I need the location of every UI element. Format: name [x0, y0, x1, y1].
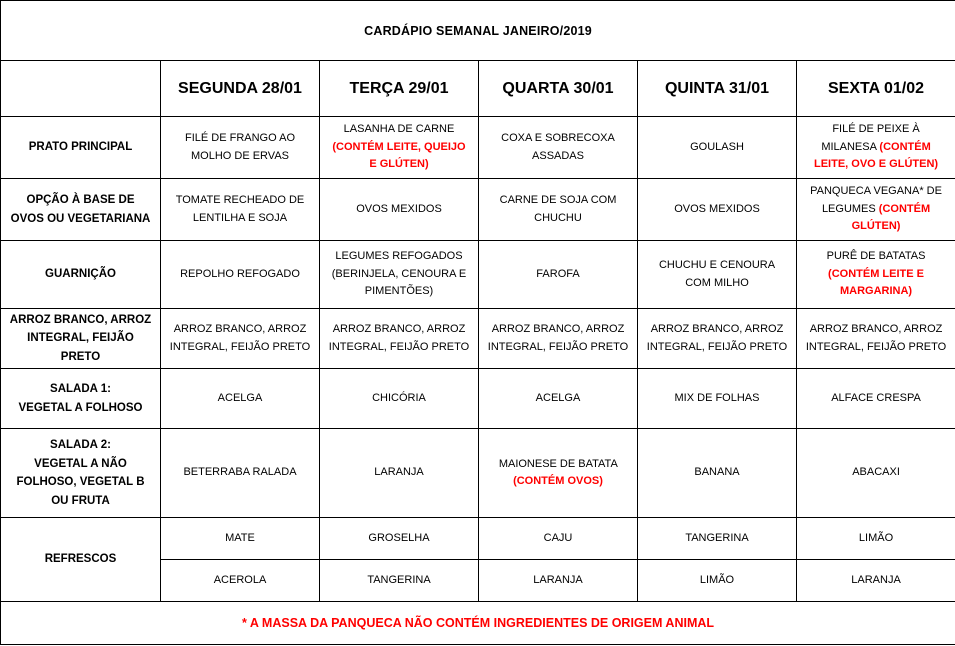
menu-cell — [320, 369, 479, 429]
menu-cell — [479, 241, 638, 309]
row-label: REFRESCOS — [1, 518, 161, 602]
menu-cell — [797, 117, 955, 179]
menu-cell — [638, 117, 797, 179]
menu-cell: GROSELHA — [320, 518, 479, 560]
header-row — [1, 61, 955, 117]
menu-cell — [320, 429, 479, 518]
dish-name: LARANJA — [374, 466, 424, 479]
dish-name: BETERRABA RALADA — [183, 466, 297, 479]
menu-cell: TANGERINA — [320, 560, 479, 602]
dish-name: CHICÓRIA — [372, 391, 426, 404]
menu-cell — [161, 429, 320, 518]
row-label — [1, 309, 161, 369]
row-label-line1: GUARNIÇÃO — [45, 268, 116, 281]
menu-cell — [161, 241, 320, 309]
menu-cell: ACEROLA — [161, 560, 320, 602]
dish-name: GOULASH — [690, 140, 744, 153]
allergen-warning: (CONTÉM LEITE, QUEIJO E GLÚTEN) — [332, 140, 466, 171]
menu-cell: CAJU — [479, 518, 638, 560]
dish-name: COXA E SOBRECOXA ASSADAS — [501, 131, 615, 162]
table-row-salada-1 — [1, 369, 955, 429]
dish-name: ARROZ BRANCO, ARROZ INTEGRAL, FEIJÃO PRETO — [805, 322, 947, 353]
table-row-prato-principal — [1, 117, 955, 179]
title-row — [1, 1, 955, 61]
col-header-quinta: QUINTA 31/01 — [638, 61, 797, 117]
footnote-row — [1, 602, 955, 645]
menu-cell: TANGERINA — [638, 518, 797, 560]
dish-name: CHUCHU E CENOURA COM MILHO — [658, 258, 776, 289]
menu-cell — [479, 117, 638, 179]
row-label-line1: SALADA 2: — [50, 439, 111, 452]
allergen-warning: (CONTÉM OVOS) — [513, 475, 603, 488]
menu-cell — [479, 429, 638, 518]
dish-name: OVOS MEXIDOS — [674, 202, 760, 215]
menu-cell — [161, 309, 320, 369]
col-header-quarta: QUARTA 30/01 — [479, 61, 638, 117]
menu-cell — [479, 369, 638, 429]
menu-cell — [797, 309, 955, 369]
menu-cell — [479, 179, 638, 241]
table-row-refrescos-1 — [1, 518, 955, 560]
corner-cell — [1, 61, 161, 117]
menu-cell — [797, 241, 955, 309]
row-label-line1: PRATO PRINCIPAL — [28, 141, 133, 154]
footnote: * A MASSA DA PANQUECA NÃO CONTÉM INGREDIENTES DE ORIGEM ANIMAL — [1, 602, 955, 645]
dish-name: LEGUMES REFOGADOS (BERINJELA, CENOURA E PIMENTÕES) — [331, 250, 467, 298]
row-label — [1, 179, 161, 241]
menu-cell: LARANJA — [479, 560, 638, 602]
menu-cell — [320, 241, 479, 309]
menu-cell — [797, 429, 955, 518]
dish-name: BANANA — [694, 466, 740, 479]
menu-cell — [638, 179, 797, 241]
dish-name: ACELGA — [217, 391, 263, 404]
menu-cell — [638, 309, 797, 369]
menu-cell — [161, 179, 320, 241]
dish-name: LASANHA DE CARNE — [343, 123, 455, 136]
dish-name: REPOLHO REFOGADO — [180, 267, 300, 280]
menu-cell — [638, 429, 797, 518]
dish-name: PANQUECA VEGANA* DE LEGUMES — [810, 185, 942, 215]
row-label-line1: ARROZ BRANCO, ARROZ INTEGRAL, FEIJÃO PRETO — [9, 314, 152, 363]
row-label — [1, 369, 161, 429]
menu-cell — [638, 369, 797, 429]
dish-name: CARNE DE SOJA COM CHUCHU — [499, 193, 617, 224]
row-label-line2: VEGETAL A FOLHOSO — [18, 401, 143, 414]
dish-name: ARROZ BRANCO, ARROZ INTEGRAL, FEIJÃO PRETO — [328, 322, 470, 353]
dish-name: MIX DE FOLHAS — [674, 391, 760, 404]
menu-cell — [320, 117, 479, 179]
menu-cell — [797, 179, 955, 241]
menu-cell: LIMÃO — [638, 560, 797, 602]
menu-cell — [320, 179, 479, 241]
menu-cell — [479, 309, 638, 369]
dish-name: ALFACE CRESPA — [831, 391, 921, 404]
col-header-sexta: SEXTA 01/02 — [797, 61, 955, 117]
row-label-line1: OPÇÃO À BASE DE OVOS OU VEGETARIANA — [10, 194, 151, 225]
menu-cell — [797, 369, 955, 429]
dish-name: ABACAXI — [852, 466, 900, 479]
col-header-terca: TERÇA 29/01 — [320, 61, 479, 117]
dish-name: ARROZ BRANCO, ARROZ INTEGRAL, FEIJÃO PRETO — [646, 322, 788, 353]
row-label-line2: VEGETAL A NÃO FOLHOSO, VEGETAL B OU FRUTA — [16, 457, 145, 507]
table-row-arroz-feijao — [1, 309, 955, 369]
allergen-warning: (CONTÉM LEITE E MARGARINA) — [828, 267, 924, 298]
dish-name: MAIONESE DE BATATA — [498, 457, 618, 470]
allergen-warning: (CONTÉM GLÚTEN) — [851, 202, 931, 233]
menu-cell: LARANJA — [797, 560, 955, 602]
menu-cell — [161, 117, 320, 179]
table-row-guarnicao — [1, 241, 955, 309]
dish-name: ARROZ BRANCO, ARROZ INTEGRAL, FEIJÃO PRETO — [487, 322, 629, 353]
row-label — [1, 117, 161, 179]
row-label — [1, 429, 161, 518]
menu-cell — [638, 241, 797, 309]
dish-name: PURÊ DE BATATAS — [826, 250, 926, 263]
table-row-salada-2 — [1, 429, 955, 518]
dish-name: FILÉ DE PEIXE À MILANESA — [821, 123, 920, 153]
dish-name: ACELGA — [535, 391, 581, 404]
table-row-opcao-vegetariana — [1, 179, 955, 241]
dish-name: TOMATE RECHEADO DE LENTILHA E SOJA — [175, 193, 305, 224]
menu-cell — [161, 369, 320, 429]
row-label-line1: SALADA 1: — [50, 383, 111, 396]
menu-cell: LIMÃO — [797, 518, 955, 560]
allergen-warning: (CONTÉM LEITE, OVO E GLÚTEN) — [814, 140, 939, 171]
dish-name: FAROFA — [536, 267, 580, 280]
dish-name: FILÉ DE FRANGO AO MOLHO DE ERVAS — [184, 131, 296, 162]
dish-name: OVOS MEXIDOS — [356, 202, 442, 215]
menu-cell: MATE — [161, 518, 320, 560]
col-header-segunda: SEGUNDA 28/01 — [161, 61, 320, 117]
menu-cell — [320, 309, 479, 369]
dish-name: ARROZ BRANCO, ARROZ INTEGRAL, FEIJÃO PRETO — [169, 322, 311, 353]
row-label — [1, 241, 161, 309]
page-title: CARDÁPIO SEMANAL JANEIRO/2019 — [1, 1, 955, 61]
